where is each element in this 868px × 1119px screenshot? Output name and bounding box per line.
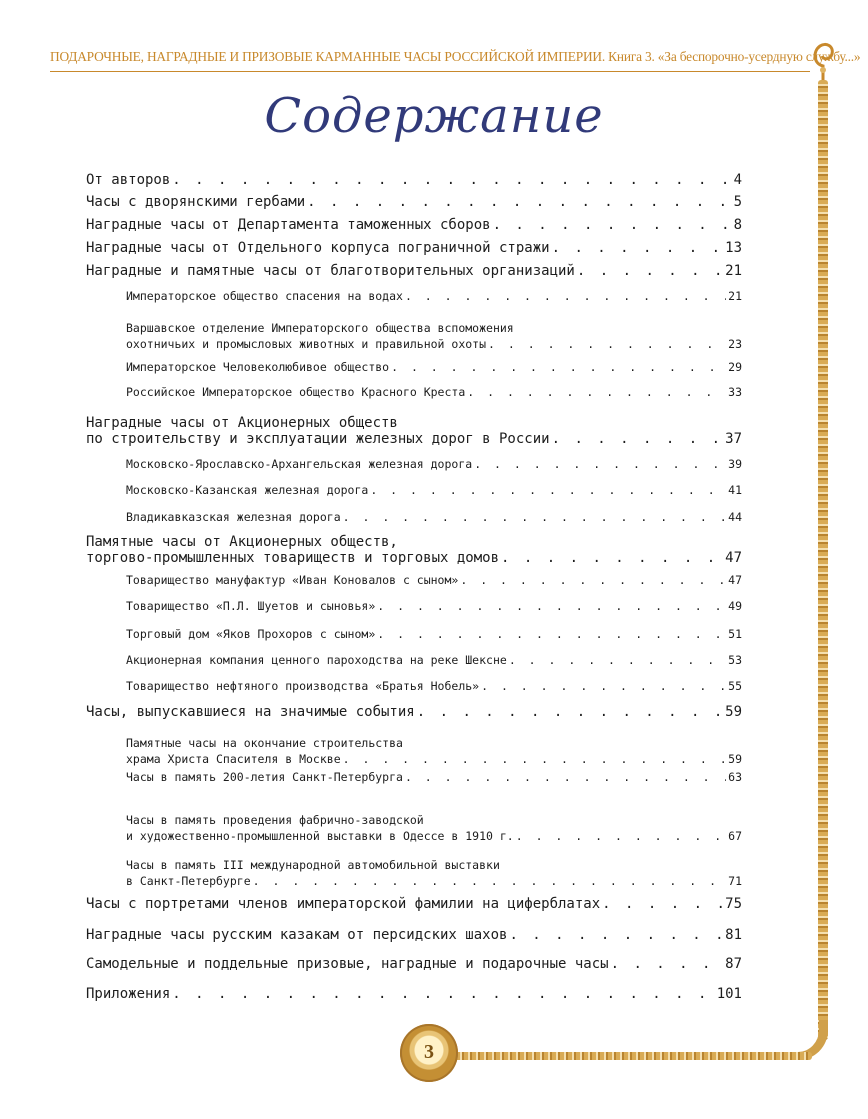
toc-entry[interactable]: [86, 812, 742, 844]
toc-entry[interactable]: [86, 857, 742, 889]
dot-leader: [343, 751, 727, 767]
toc-entry-text: Часы, выпускавшиеся на значимые события: [86, 704, 415, 720]
toc-entry-text: храма Христа Спасителя в Москве: [126, 752, 341, 766]
toc-entry[interactable]: [86, 896, 742, 912]
toc-entry[interactable]: [86, 415, 742, 447]
toc-entry[interactable]: [86, 598, 742, 614]
toc-entry-page: 71: [728, 874, 742, 888]
toc-entry-text: Российское Императорское общество Красного Креста: [126, 385, 466, 399]
toc-entry-text: Приложения: [86, 986, 171, 1002]
toc-entry-page: 33: [728, 385, 742, 399]
dot-leader: [516, 828, 726, 844]
decorative-chain-vertical: [818, 80, 828, 1040]
toc-entry-page: 29: [728, 360, 742, 374]
toc-entry-text: От авторов: [86, 172, 171, 188]
decorative-chain-horizontal: [440, 1052, 812, 1060]
toc-entry[interactable]: [86, 194, 742, 210]
toc-entry-row: [86, 217, 742, 233]
toc-entry-row: [86, 456, 742, 472]
toc-entry-page: 49: [728, 599, 742, 613]
toc-entry-text: Торговый дом «Яков Прохоров с сыном»: [126, 627, 376, 641]
toc-entry-text: Товарищество нефтяного производства «Братья Нобель»: [126, 679, 480, 693]
toc-entry-text-line1: Варшавское отделение Императорского общества вспоможения: [126, 321, 514, 335]
toc-entry-text: Наградные часы от Отдельного корпуса пограничной стражи: [86, 240, 550, 256]
toc-entry-text: Императорское общество спасения на водах: [126, 289, 403, 303]
toc-entry-page: 81: [725, 927, 742, 943]
toc-entry-page: 87: [725, 956, 742, 972]
toc-entry-row: [86, 172, 742, 188]
dot-leader: [307, 194, 731, 210]
dot-leader: [474, 456, 726, 472]
toc-entry[interactable]: [86, 626, 742, 642]
toc-entry[interactable]: [86, 172, 742, 188]
toc-entry-text: торгово-промышленных товариществ и торговых домов: [86, 550, 500, 566]
toc-entry-page: 53: [728, 653, 742, 667]
toc-entry-page: 21: [725, 263, 742, 279]
toc-entry-page: 23: [728, 337, 742, 351]
dot-leader: [552, 240, 724, 256]
toc-entry-row: [86, 336, 742, 352]
toc-entry-page: 75: [725, 896, 742, 912]
toc-entry-text-line1: Памятные часы на окончание строительства: [126, 736, 403, 750]
toc-entry[interactable]: [86, 384, 742, 400]
toc-entry-text: Владикавказская железная дорога: [126, 510, 341, 524]
toc-entry-row: [86, 956, 742, 972]
dot-leader: [370, 482, 726, 498]
toc-entry-page: 39: [728, 457, 742, 471]
dot-leader: [488, 336, 726, 352]
toc-entry-text: Московско-Ярославско-Архангельская железная дорога: [126, 457, 473, 471]
toc-entry-text: Часы в память 200-летия Санкт-Петербурга: [126, 770, 403, 784]
toc-entry-page: 4: [733, 172, 742, 188]
toc-entry-page: 51: [728, 627, 742, 641]
toc-entry-text: охотничьих и промысловых животных и правильной охоты: [126, 337, 487, 351]
dot-leader: [493, 217, 732, 233]
dot-leader: [377, 598, 726, 614]
toc-entry-text-line1: Наградные часы от Акционерных обществ: [86, 415, 398, 431]
toc-entry[interactable]: [86, 240, 742, 256]
toc-entry[interactable]: [86, 320, 742, 352]
toc-entry[interactable]: [86, 956, 742, 972]
header-rule: [50, 71, 810, 72]
toc-entry-row: [86, 550, 742, 566]
toc-entry-text-line1: Часы в память III международной автомобильной выставки: [126, 858, 500, 872]
toc-entry[interactable]: [86, 678, 742, 694]
toc-entry-page: 5: [733, 194, 742, 210]
page-title: Содержание: [264, 88, 604, 144]
toc-entry[interactable]: [86, 927, 742, 943]
dot-leader: [602, 896, 723, 912]
toc-entry-row: [86, 896, 742, 912]
dot-leader: [577, 263, 723, 279]
toc-entry-page: 41: [728, 483, 742, 497]
toc-entry-page: 101: [716, 986, 742, 1002]
toc-entry-text: в Санкт-Петербурге: [126, 874, 251, 888]
toc-entry[interactable]: [86, 572, 742, 588]
dot-leader: [481, 678, 726, 694]
toc-entry-row: [86, 986, 742, 1002]
running-title: ПОДАРОЧНЫЕ, НАГРАДНЫЕ И ПРИЗОВЫЕ КАРМАННЫЕ ЧАСЫ РОССИЙСКОЙ ИМПЕРИИ. Книга 3. «За беспорочно-усердную службу...»: [50, 49, 861, 64]
toc-entry-text: Наградные часы русским казакам от персидских шахов: [86, 927, 508, 943]
toc-entry[interactable]: [86, 456, 742, 472]
toc-entry-text: Часы с портретами членов императорской фамилии на циферблатах: [86, 896, 601, 912]
toc-entry[interactable]: [86, 359, 742, 375]
toc-entry-row: [86, 678, 742, 694]
toc-entry[interactable]: [86, 652, 742, 668]
toc-entry[interactable]: [86, 263, 742, 279]
toc-entry-row: [86, 769, 742, 785]
toc-entry-row: [86, 359, 742, 375]
toc-entry-page: 59: [728, 752, 742, 766]
toc-entry-text: Акционерная компания ценного пароходства на реке Шексне: [126, 653, 507, 667]
toc-entry-row: [86, 652, 742, 668]
toc-entry-row: [86, 482, 742, 498]
dot-leader: [467, 384, 726, 400]
toc-entry[interactable]: [86, 288, 742, 304]
dot-leader: [253, 873, 727, 889]
toc-entry[interactable]: [86, 509, 742, 525]
toc-entry[interactable]: [86, 769, 742, 785]
dot-leader: [552, 431, 724, 447]
toc-entry-text-line1: Часы в память проведения фабрично-заводской: [126, 813, 424, 827]
toc-entry-text: Часы с дворянскими гербами: [86, 194, 306, 210]
toc-entry-row: [86, 288, 742, 304]
toc-entry[interactable]: [86, 735, 742, 767]
toc-entry-row: [86, 431, 742, 447]
toc-entry-text: Самодельные и поддельные призовые, наградные и подарочные часы: [86, 956, 609, 972]
toc-entry-page: 37: [725, 431, 742, 447]
toc-entry-page: 44: [728, 510, 742, 524]
toc-entry-row: [86, 626, 742, 642]
toc-entry-text: Товарищество мануфактур «Иван Коновалов с сыном»: [126, 573, 459, 587]
toc-entry-row: [86, 240, 742, 256]
toc-entry[interactable]: [86, 986, 742, 1002]
toc-entry[interactable]: [86, 534, 742, 566]
dot-leader: [172, 172, 731, 188]
toc-entry-row: [86, 598, 742, 614]
toc-entry[interactable]: [86, 217, 742, 233]
toc-entry-row: [86, 194, 742, 210]
toc-entry-text: Московско-Казанская железная дорога: [126, 483, 369, 497]
chain-hook-icon: [808, 40, 838, 84]
dot-leader: [460, 572, 726, 588]
toc-entry-page: 13: [725, 240, 742, 256]
toc-entry-page: 59: [725, 704, 742, 720]
toc-entry-row: [86, 927, 742, 943]
dot-leader: [501, 550, 723, 566]
toc-entry-row: [86, 572, 742, 588]
dot-leader: [172, 986, 714, 1002]
toc-entry-text: Наградные часы от Департамента таможенных сборов: [86, 217, 491, 233]
toc-entry[interactable]: [86, 704, 742, 720]
toc-entry-row: [86, 873, 742, 889]
page-number: 3: [424, 1041, 434, 1063]
dot-leader: [509, 652, 726, 668]
toc-entry-row: [86, 828, 742, 844]
toc-entry-text: Товарищество «П.Л. Шуетов и сыновья»: [126, 599, 376, 613]
toc-entry-page: 55: [728, 679, 742, 693]
toc-entry-row: [86, 384, 742, 400]
dot-leader: [509, 927, 723, 943]
toc-entry-text-line1: Памятные часы от Акционерных обществ,: [86, 534, 398, 550]
toc-entry-page: 63: [728, 770, 742, 784]
toc-entry-page: 8: [733, 217, 742, 233]
toc-entry-page: 47: [728, 573, 742, 587]
toc-entry-text: по строительству и эксплуатации железных дорог в России: [86, 431, 550, 447]
toc-entry-text: Императорское Человеколюбивое общество: [126, 360, 390, 374]
page-number-medallion: [400, 1024, 458, 1082]
toc-entry-row: [86, 509, 742, 525]
dot-leader: [391, 359, 726, 375]
running-header: [0, 44, 868, 72]
toc-entry[interactable]: [86, 482, 742, 498]
dot-leader: [405, 769, 726, 785]
toc-entry-text: и художественно-промышленной выставки в Одессе в 1910 г.: [126, 829, 514, 843]
toc-entry-page: 21: [728, 289, 742, 303]
dot-leader: [417, 704, 723, 720]
toc-entry-row: [86, 704, 742, 720]
toc-entry-row: [86, 263, 742, 279]
toc-entry-row: [86, 751, 742, 767]
toc-entry-page: 47: [725, 550, 742, 566]
dot-leader: [405, 288, 726, 304]
dot-leader: [377, 626, 726, 642]
toc-entry-page: 67: [728, 829, 742, 843]
toc-entry-text: Наградные и памятные часы от благотворительных организаций: [86, 263, 575, 279]
dot-leader: [611, 956, 724, 972]
dot-leader: [343, 509, 727, 525]
